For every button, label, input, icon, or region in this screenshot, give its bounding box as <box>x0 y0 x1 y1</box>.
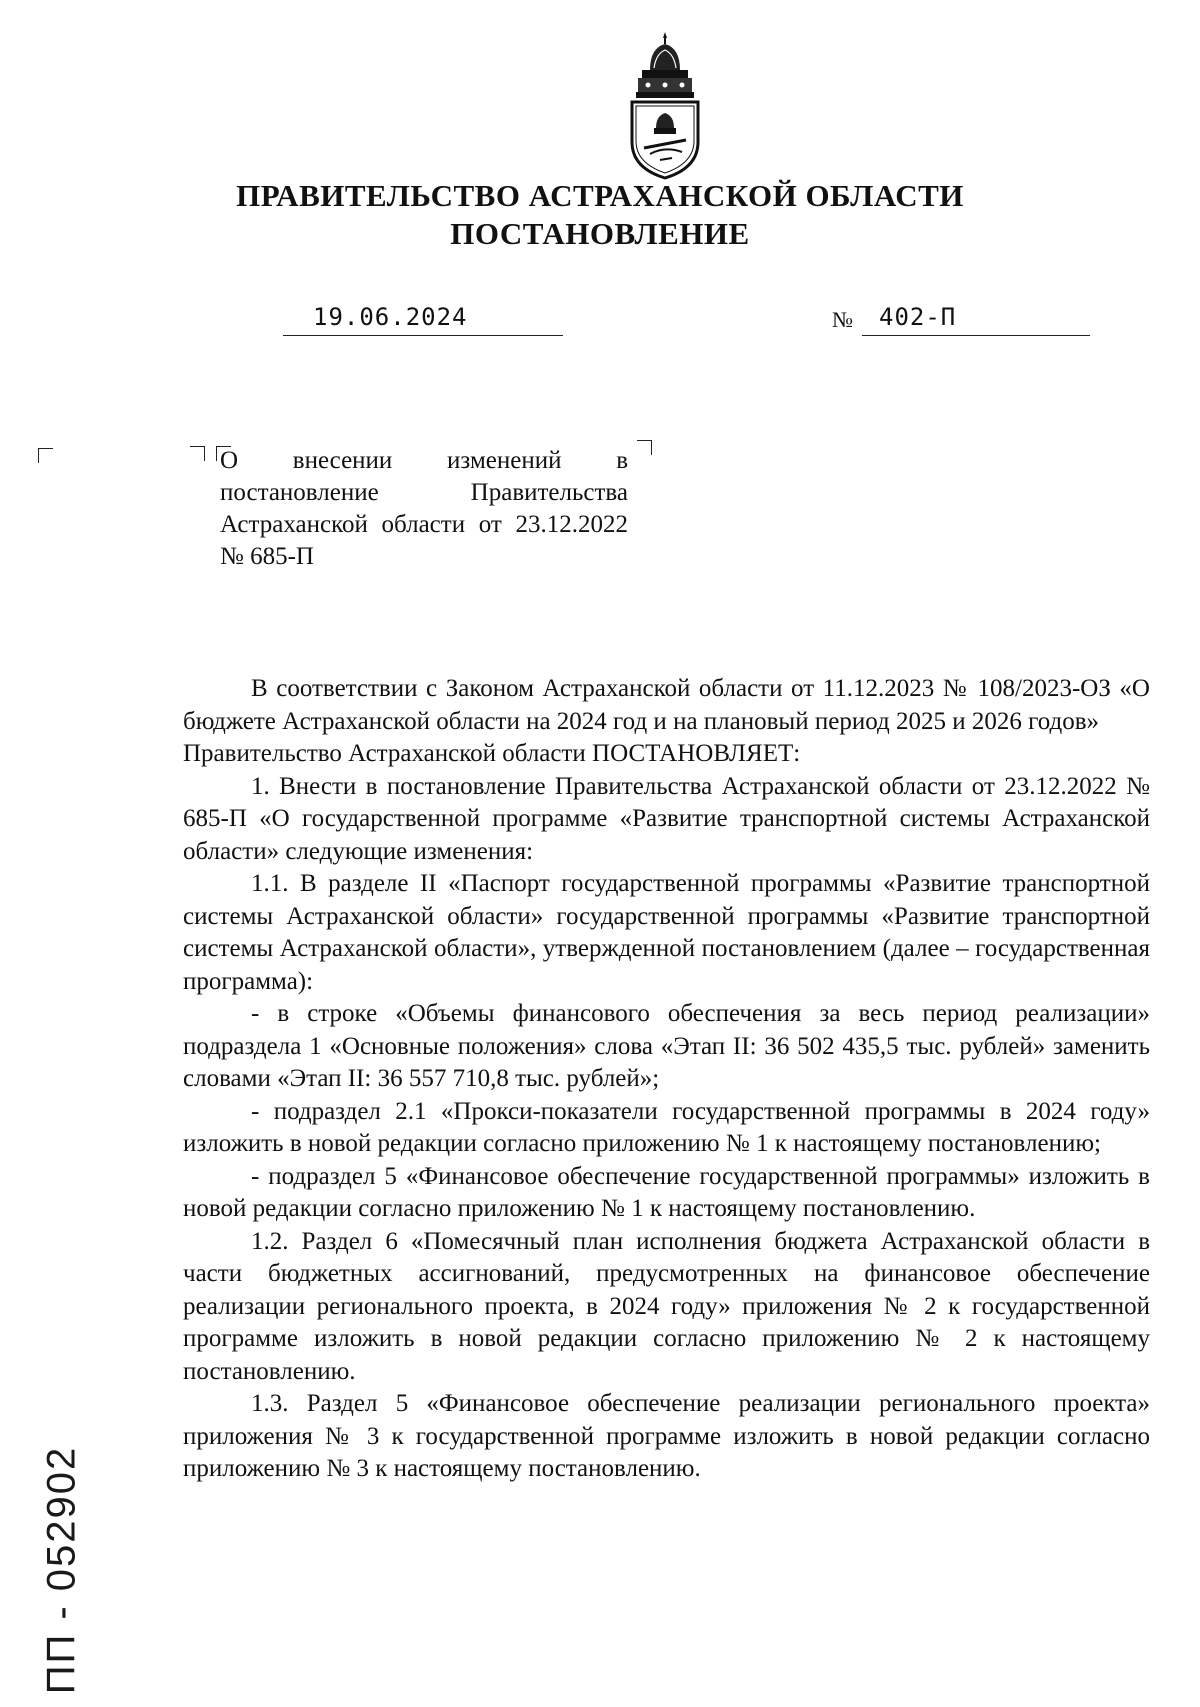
subject-text: О внесении изменений в постановление Правительства Астраханской области от 23.12.2022 № 685-П <box>220 447 628 570</box>
document-body <box>183 673 1150 1486</box>
document-type-title: ПОСТАНОВЛЕНИЕ <box>450 216 750 251</box>
body-paragraph-item-1-1: 1.1. В разделе II «Паспорт государственной программы «Развитие транспортной системы Астраханской области» государственной программы «Развитие транспортной системы Астраханской области», утвержденной постановлением (далее – государственная программа): <box>183 870 1150 995</box>
corner-mark-subject-right <box>637 440 652 455</box>
body-paragraph-item-1: 1. Внести в постановление Правительства Астраханской области от 23.12.2022 № 685-П «О государственной программе «Развитие транспортной системы Астраханской области» следующие изменения: <box>183 772 1150 865</box>
body-paragraph-item-1-3: 1.3. Раздел 5 «Финансовое обеспечение реализации регионального проекта» приложения № 3 к государственной программе изложить в новой редакции согласно приложению № 3 к настоящему постановлению. <box>183 1390 1150 1482</box>
body-paragraph-item-1-1-bullet-2: - подраздел 2.1 «Прокси-показатели государственной программы в 2024 году» изложить в новой редакции согласно приложению № 1 к настоящему постановлению; <box>183 1097 1150 1157</box>
side-serial-code <box>22 1445 102 1695</box>
coat-of-arms-icon <box>620 30 710 180</box>
government-title: ПРАВИТЕЛЬСТВО АСТРАХАНСКОЙ ОБЛАСТИ <box>236 178 964 213</box>
body-paragraph-resolves: Правительство Астраханской области ПОСТАНОВЛЯЕТ: <box>183 740 801 767</box>
document-subject <box>220 445 628 573</box>
corner-mark-subject-left-outer <box>190 446 205 461</box>
document-number: 402-П <box>879 303 957 331</box>
number-sign: № <box>832 307 853 332</box>
body-paragraph-item-1-2: 1.2. Раздел 6 «Помесячный план исполнения бюджета Астраханской области в части бюджетных ассигнований, предусмотренных на финансовое обеспечение реализации регионального проекта, в 2024 году» приложения № 2 к государственной программе изложить в новой редакции согласно приложению № 2 к настоящему постановлению. <box>183 1227 1150 1385</box>
body-paragraph-item-1-1-bullet-3: - подраздел 5 «Финансовое обеспечение государственной программы» изложить в новой редакции согласно приложению № 1 к настоящему постановлению. <box>183 1162 1150 1222</box>
document-date: 19.06.2024 <box>313 303 468 331</box>
body-paragraph-preamble: В соответствии с Законом Астраханской области от 11.12.2023 № 108/2023-ОЗ «О бюджете Астраханской области на 2024 год и на плановый период 2025 и 2026 годов» <box>183 675 1150 735</box>
side-serial-code-text: ПП - 052902 <box>39 1445 84 1695</box>
body-paragraph-item-1-1-bullet-1: - в строке «Объемы финансового обеспечения за весь период реализации» подраздела 1 «Основные положения» слова «Этап II: 36 502 435,5 тыс. рублей» заменить словами «Этап II: 36 557 710,8 тыс. рублей»; <box>183 1000 1150 1092</box>
corner-mark-left <box>38 448 53 463</box>
